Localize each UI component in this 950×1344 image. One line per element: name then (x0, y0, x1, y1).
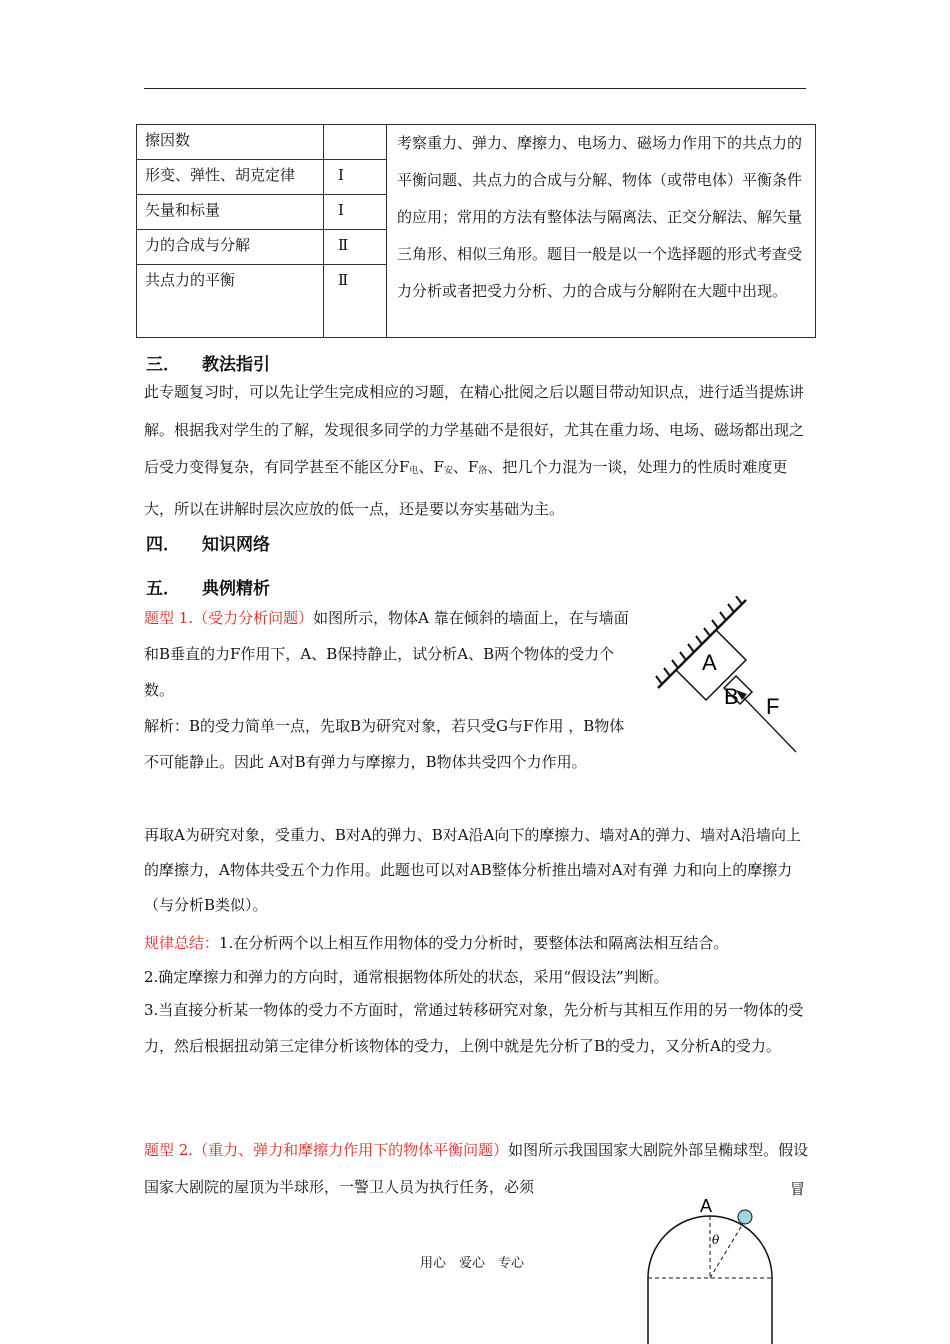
table-row (137, 125, 816, 160)
section-heading-network (146, 530, 270, 555)
section-number: 三． (146, 355, 180, 375)
example2-tail: 冒 (790, 1180, 806, 1198)
example1-analysis-2: 再取A为研究对象，受重力、B对A的弹力、B对A沿A向下的摩擦力、墙对A的弹力、墙对A沿墙向上的摩擦力，A物体共受五个力作用。此题也可以对AB整体分析推出墙对A对有弹 力和向上的摩擦力（与分析B类似）。 (144, 826, 802, 914)
section-title: 教法指引 (202, 355, 270, 375)
table-cell-level: Ⅰ (324, 195, 387, 230)
table-cell-name: 矢量和标量 (137, 195, 324, 230)
example1-figure (648, 596, 808, 758)
example1-question: 题型 1.（受力分析问题）如图所示，物体A 靠在倾斜的墙面上，在与墙面和B垂直的力F作用下，A、B保持静止，试分析A、B两个物体的受力个数。 (144, 609, 629, 699)
label-b: B (724, 684, 739, 709)
page-footer: 用心 爱心 专心 (420, 1256, 525, 1271)
teaching-paragraph: 此专题复习时，可以先让学生完成相应的习题，在精心批阅之后以题目带动知识点，进行适当提炼讲解。根据我对学生的了解，发现很多同学的力学基础不是很好，尤其在重力场、电场、磁场都出现之后受力变得复杂，有同学甚至不能区分$F_电$、$F_安$、$F_洛$、把几个力混为一谈，处理力的性质时难度更大，所以在讲解时层次应放的低一点，还是要以夯实基础为主。 (144, 383, 805, 518)
label-a: A (700, 1196, 713, 1216)
table-cell-name: 形变、弹性、胡克定律 (137, 160, 324, 195)
table-cell-level: Ⅱ (324, 230, 387, 265)
example2-figure (640, 1192, 780, 1344)
label-f: F (766, 694, 780, 719)
section-title: 知识网络 (202, 535, 270, 555)
section-title: 典例精析 (202, 579, 270, 599)
summary-line-1: 规律总结：1.在分析两个以上相互作用物体的受力分析时，要整体法和隔离法相互结合。 (144, 934, 729, 952)
knowledge-table (136, 124, 816, 338)
summary-line-2: 2.确定摩擦力和弹力的方向时，通常根据物体所处的状态，采用“假设法”判断。 (144, 968, 669, 986)
section-heading-teaching (146, 350, 270, 375)
section-heading-examples (146, 574, 270, 599)
table-cell-level: Ⅰ (324, 160, 387, 195)
summary-label: 规律总结： (144, 934, 220, 952)
table-cell-name: 擦因数 (137, 125, 324, 160)
label-a: A (702, 650, 717, 675)
slant-radius (710, 1222, 744, 1278)
table-cell-level: Ⅱ (324, 265, 387, 338)
guard-ball (738, 1210, 752, 1224)
table-cell-name: 力的合成与分解 (137, 230, 324, 265)
example2-label: 题型 2.（重力、弹力和摩擦力作用下的物体平衡问题） (144, 1141, 509, 1159)
example2-paragraph: 题型 2.（重力、弹力和摩擦力作用下的物体平衡问题）如图所示我国国家大剧院外部呈椭球型。假设国家大剧院的屋顶为半球形，一警卫人员为执行任务，必须 (144, 1141, 809, 1196)
dome-outline (648, 1216, 772, 1344)
table-cell-level (324, 125, 387, 160)
example1-analysis: 解析：B的受力简单一点，先取B为研究对象，若只受G与F作用 ，B物体不可能静止。因此 A对B有弹力与摩擦力，B物体共受四个力作用。 (144, 717, 625, 771)
summary-line-3: 3.当直接分析某一物体的受力不方面时，常通过转移研究对象，先分析与其相互作用的另一物体的受力，然后根据扭动第三定律分析该物体的受力，上例中就是先分析了B的受力，又分析A的受力。 (144, 1001, 804, 1055)
table-cell-name: 共点力的平衡 (137, 265, 324, 338)
label-theta: θ (712, 1233, 720, 1247)
example1-label: 题型 1.（受力分析问题） (144, 609, 314, 627)
header-rule (144, 88, 806, 89)
section-number: 四． (146, 535, 180, 555)
table-description: 考察重力、弹力、摩擦力、电场力、磁场力作用下的共点力的平衡问题、共点力的合成与分解、物体（或带电体）平衡条件的应用；常用的方法有整体法与隔离法、正交分解法、解矢量三角形、相似三角形。题目一般是以一个选择题的形式考查受力分析或者把受力分析、力的合成与分解附在大题中出现。 (387, 125, 816, 338)
section-number: 五． (146, 579, 180, 599)
